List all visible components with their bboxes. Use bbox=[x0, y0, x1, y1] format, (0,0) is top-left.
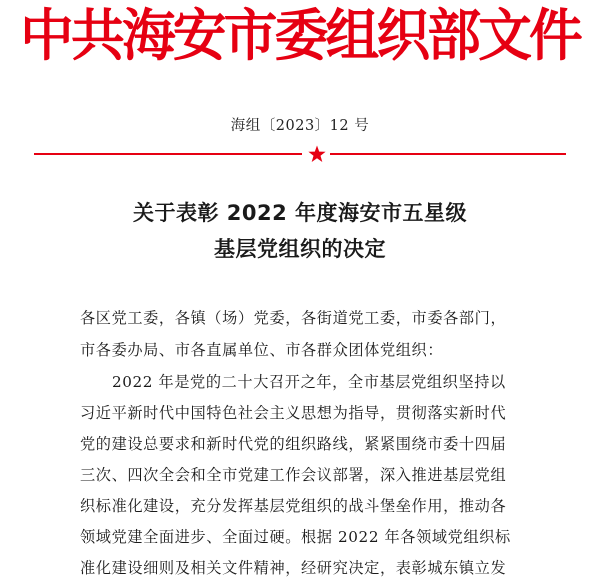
red-separator-line-left bbox=[34, 153, 302, 155]
salutation-line-2: 市各委办局、市各直属单位、市各群众团体党组织： bbox=[80, 341, 444, 359]
paragraph-line: 领域党建全面进步、全面过硬。根据 2022 年各领域党组织标 bbox=[80, 528, 511, 546]
paragraph-line: 2022 年是党的二十大召开之年，全市基层党组织坚持以 bbox=[112, 373, 506, 391]
red-star-icon bbox=[307, 144, 327, 164]
red-separator-line-right bbox=[330, 153, 566, 155]
document-masthead: 中共海安市委组织部文件 bbox=[20, 4, 580, 69]
document-title-line-1: 关于表彰 2022 年度海安市五星级 bbox=[132, 201, 468, 225]
salutation-line-1: 各区党工委，各镇（场）党委，各街道党工委，市委各部门， bbox=[80, 309, 507, 327]
paragraph-line: 习近平新时代中国特色社会主义思想为指导，贯彻落实新时代 bbox=[80, 404, 507, 422]
paragraph-line: 党的建设总要求和新时代党的组织路线，紧紧围绕市委十四届 bbox=[80, 435, 507, 453]
document-title-line-2: 基层党组织的决定 bbox=[214, 237, 386, 261]
paragraph-line: 准化建设细则及相关文件精神，经研究决定，表彰城东镇立发 bbox=[80, 559, 507, 577]
paragraph-line: 三次、四次全会和全市党建工作会议部署，深入推进基层党组 bbox=[80, 466, 507, 484]
paragraph-line: 织标准化建设，充分发挥基层党组织的战斗堡垒作用，推动各 bbox=[80, 497, 507, 515]
document-number: 海组〔2023〕12 号 bbox=[230, 118, 370, 134]
